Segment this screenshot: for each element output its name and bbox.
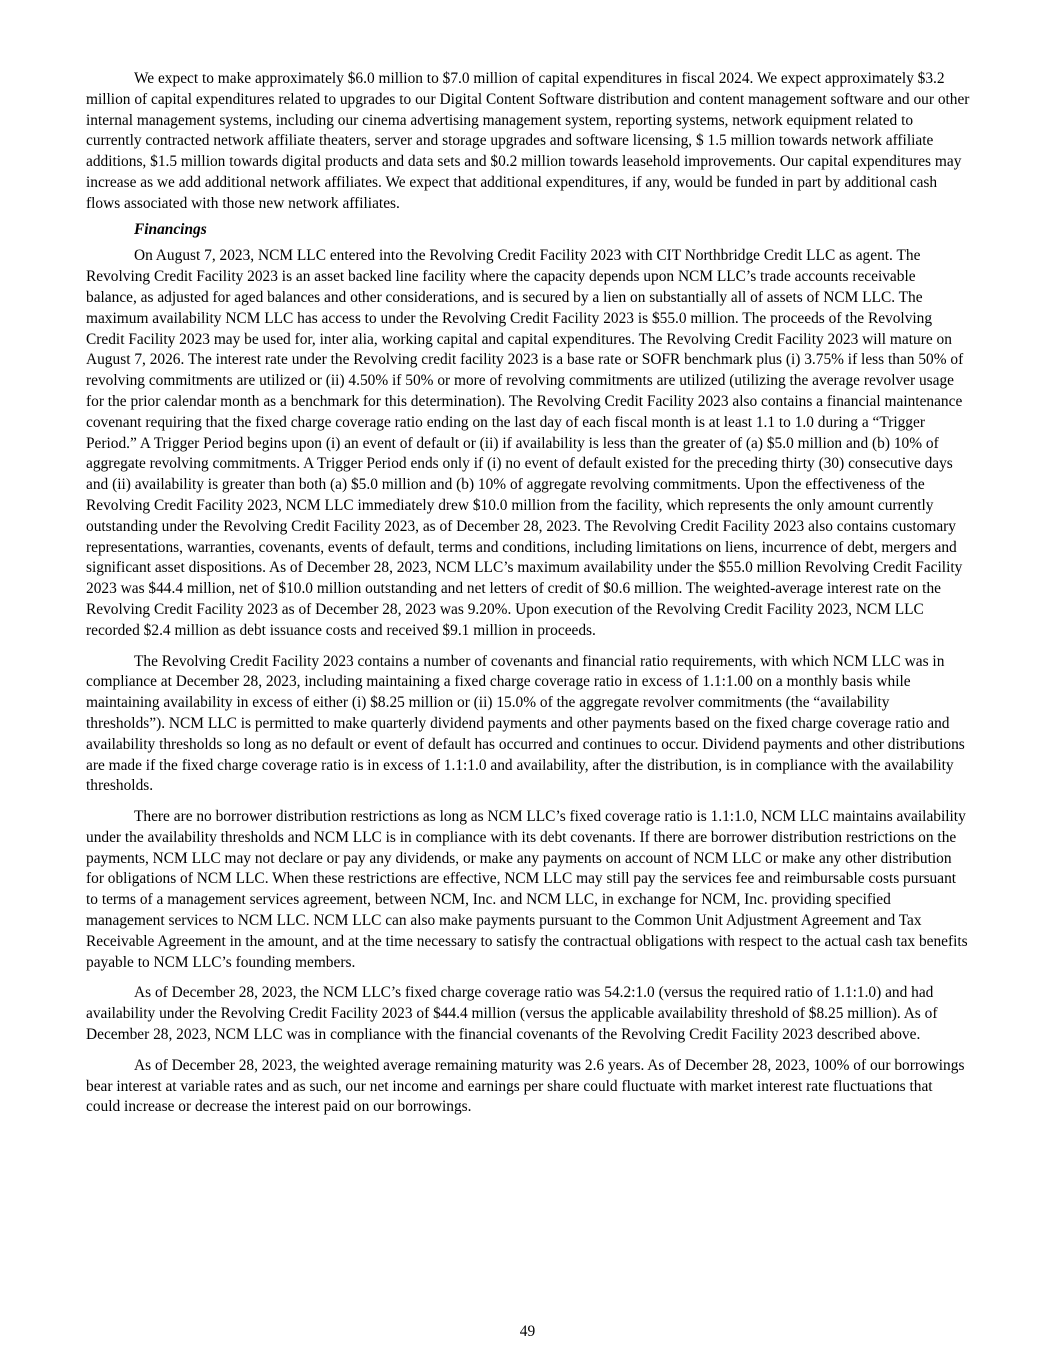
capex-paragraph: We expect to make approximately $6.0 million to $7.0 million of capital expenditures in fiscal 2024. We expect approximately $3.2 million of capital expenditures related to upgrades to our Digital Content Software distribution and content management software and our other internal management systems, including our cinema advertising management system, reporting systems, network equipment related to currently contracted network affiliate theaters, server and storage upgrades and software licensing, $ 1.5 million towards network affiliate additions, $1.5 million towards digital products and data sets and $0.2 million towards leasehold improvements. Our capital expenditures may increase as we add additional network affiliates. We expect that additional expenditures, if any, would be funded in part by additional cash flows associated with those new network affiliates. [86, 70, 970, 212]
page-number: 49 [519, 1323, 536, 1340]
distribution-restrictions-paragraph: There are no borrower distribution restrictions as long as NCM LLC’s fixed coverage ratio is 1.1:1.0, NCM LLC maintains availability under the availability thresholds and NCM LLC is in compliance with its debt covenants. If there are borrower distribution restrictions on the payments, NCM LLC may not declare or pay any dividends, or make any payments on account of NCM LLC or make any other distribution for obligations of NCM LLC. When these restrictions are effective, NCM LLC may still pay the services fee and reimbursable costs pursuant to terms of a management services agreement, between NCM, Inc. and NCM LLC, in exchange for NCM, Inc. providing specified management services to NCM LLC. NCM LLC can also make payments pursuant to the Common Unit Adjustment Agreement and Tax Receivable Agreement in the amount, and at the time necessary to satisfy the contractual obligations with respect to the actual cash tax benefits payable to NCM LLC’s founding members. [86, 808, 968, 971]
revolving-facility-paragraph: On August 7, 2023, NCM LLC entered into the Revolving Credit Facility 2023 with CIT Northbridge Credit LLC as agent. The Revolving Credit Facility 2023 is an asset backed line facility where the capacity depends upon NCM LLC’s trade accounts receivable balance, as adjusted for aged balances and other considerations, and is secured by a lien on substantially all of assets of NCM LLC. The maximum availability NCM LLC has access to under the Revolving Credit Facility 2023 is $55.0 million. The proceeds of the Revolving Credit Facility 2023 may be used for, inter alia, working capital and capital expenditures. The Revolving Credit Facility 2023 will mature on August 7, 2026. The interest rate under the Revolving credit facility 2023 is a base rate or SOFR benchmark plus (i) 3.75% if less than 50% of revolving commitments are utilized or (ii) 4.50% if 50% or more of revolving commitments are utilized (utilizing the average revolver usage for the prior calendar month as a benchmark for this determination). The Revolving Credit Facility 2023 also contains a financial maintenance covenant requiring that the fixed charge coverage ratio ending on the last day of each fiscal month is at least 1.1 to 1.0 during a “Trigger Period.” A Trigger Period begins upon (i) an event of default or (ii) if availability is less than the greater of (a) $5.0 million and (b) 10% of aggregate revolving commitments. A Trigger Period ends only if (i) no event of default existed for the preceding thirty (30) consecutive days and (ii) availability is greater than both (a) $5.0 million and (b) 10% of aggregate revolving commitments. Upon the effectiveness of the Revolving Credit Facility 2023, NCM LLC immediately drew $10.0 million from the facility, which represents the only amount currently outstanding under the Revolving Credit Facility 2023, as of December 28, 2023. The Revolving Credit Facility 2023 also contains customary representations, warranties, covenants, events of default, terms and conditions, including limitations on liens, incurrence of debt, mergers and significant asset dispositions. As of December 28, 2023, NCM LLC’s maximum availability under the $55.0 million Revolving Credit Facility 2023 was $44.4 million, net of $10.0 million outstanding and net letters of credit of $0.6 million. The weighted-average interest rate on the Revolving Credit Facility 2023 as of December 28, 2023 was 9.20%. Upon execution of the Revolving Credit Facility 2023, NCM LLC recorded $2.4 million as debt issuance costs and received $9.1 million in proceeds. [86, 247, 964, 639]
financings-heading: Financings [134, 220, 207, 238]
document-body [86, 69, 970, 1128]
coverage-ratio-paragraph: As of December 28, 2023, the NCM LLC’s fixed charge coverage ratio was 54.2:1.0 (versus the required ratio of 1.1:1.0) and had availability under the Revolving Credit Facility 2023 of $44.4 million (versus the applicable availability threshold of $8.25 million). As of December 28, 2023, NCM LLC was in compliance with the financial covenants of the Revolving Credit Facility 2023 described above. [86, 984, 938, 1044]
maturity-paragraph: As of December 28, 2023, the weighted average remaining maturity was 2.6 years. As of December 28, 2023, 100% of our borrowings bear interest at variable rates and as such, our net income and earnings per share could fluctuate with market interest rate fluctuations that could increase or decrease the interest paid on our borrowings. [86, 1056, 965, 1116]
covenants-paragraph: The Revolving Credit Facility 2023 contains a number of covenants and financial ratio requirements, with which NCM LLC was in compliance at December 28, 2023, including maintaining a fixed charge coverage ratio in excess of 1.1:1.00 on a monthly basis while maintaining availability in excess of either (i) $8.25 million or (ii) 15.0% of the aggregate revolver commitments (the “availability thresholds”). NCM LLC is permitted to make quarterly dividend payments and other payments based on the fixed charge coverage ratio and availability thresholds so long as no default or event of default has occurred and continues to occur. Dividend payments and other distributions are made if the fixed charge coverage ratio is in excess of 1.1:1.0 and availability, after the distribution, is in compliance with the availability thresholds. [86, 652, 965, 795]
